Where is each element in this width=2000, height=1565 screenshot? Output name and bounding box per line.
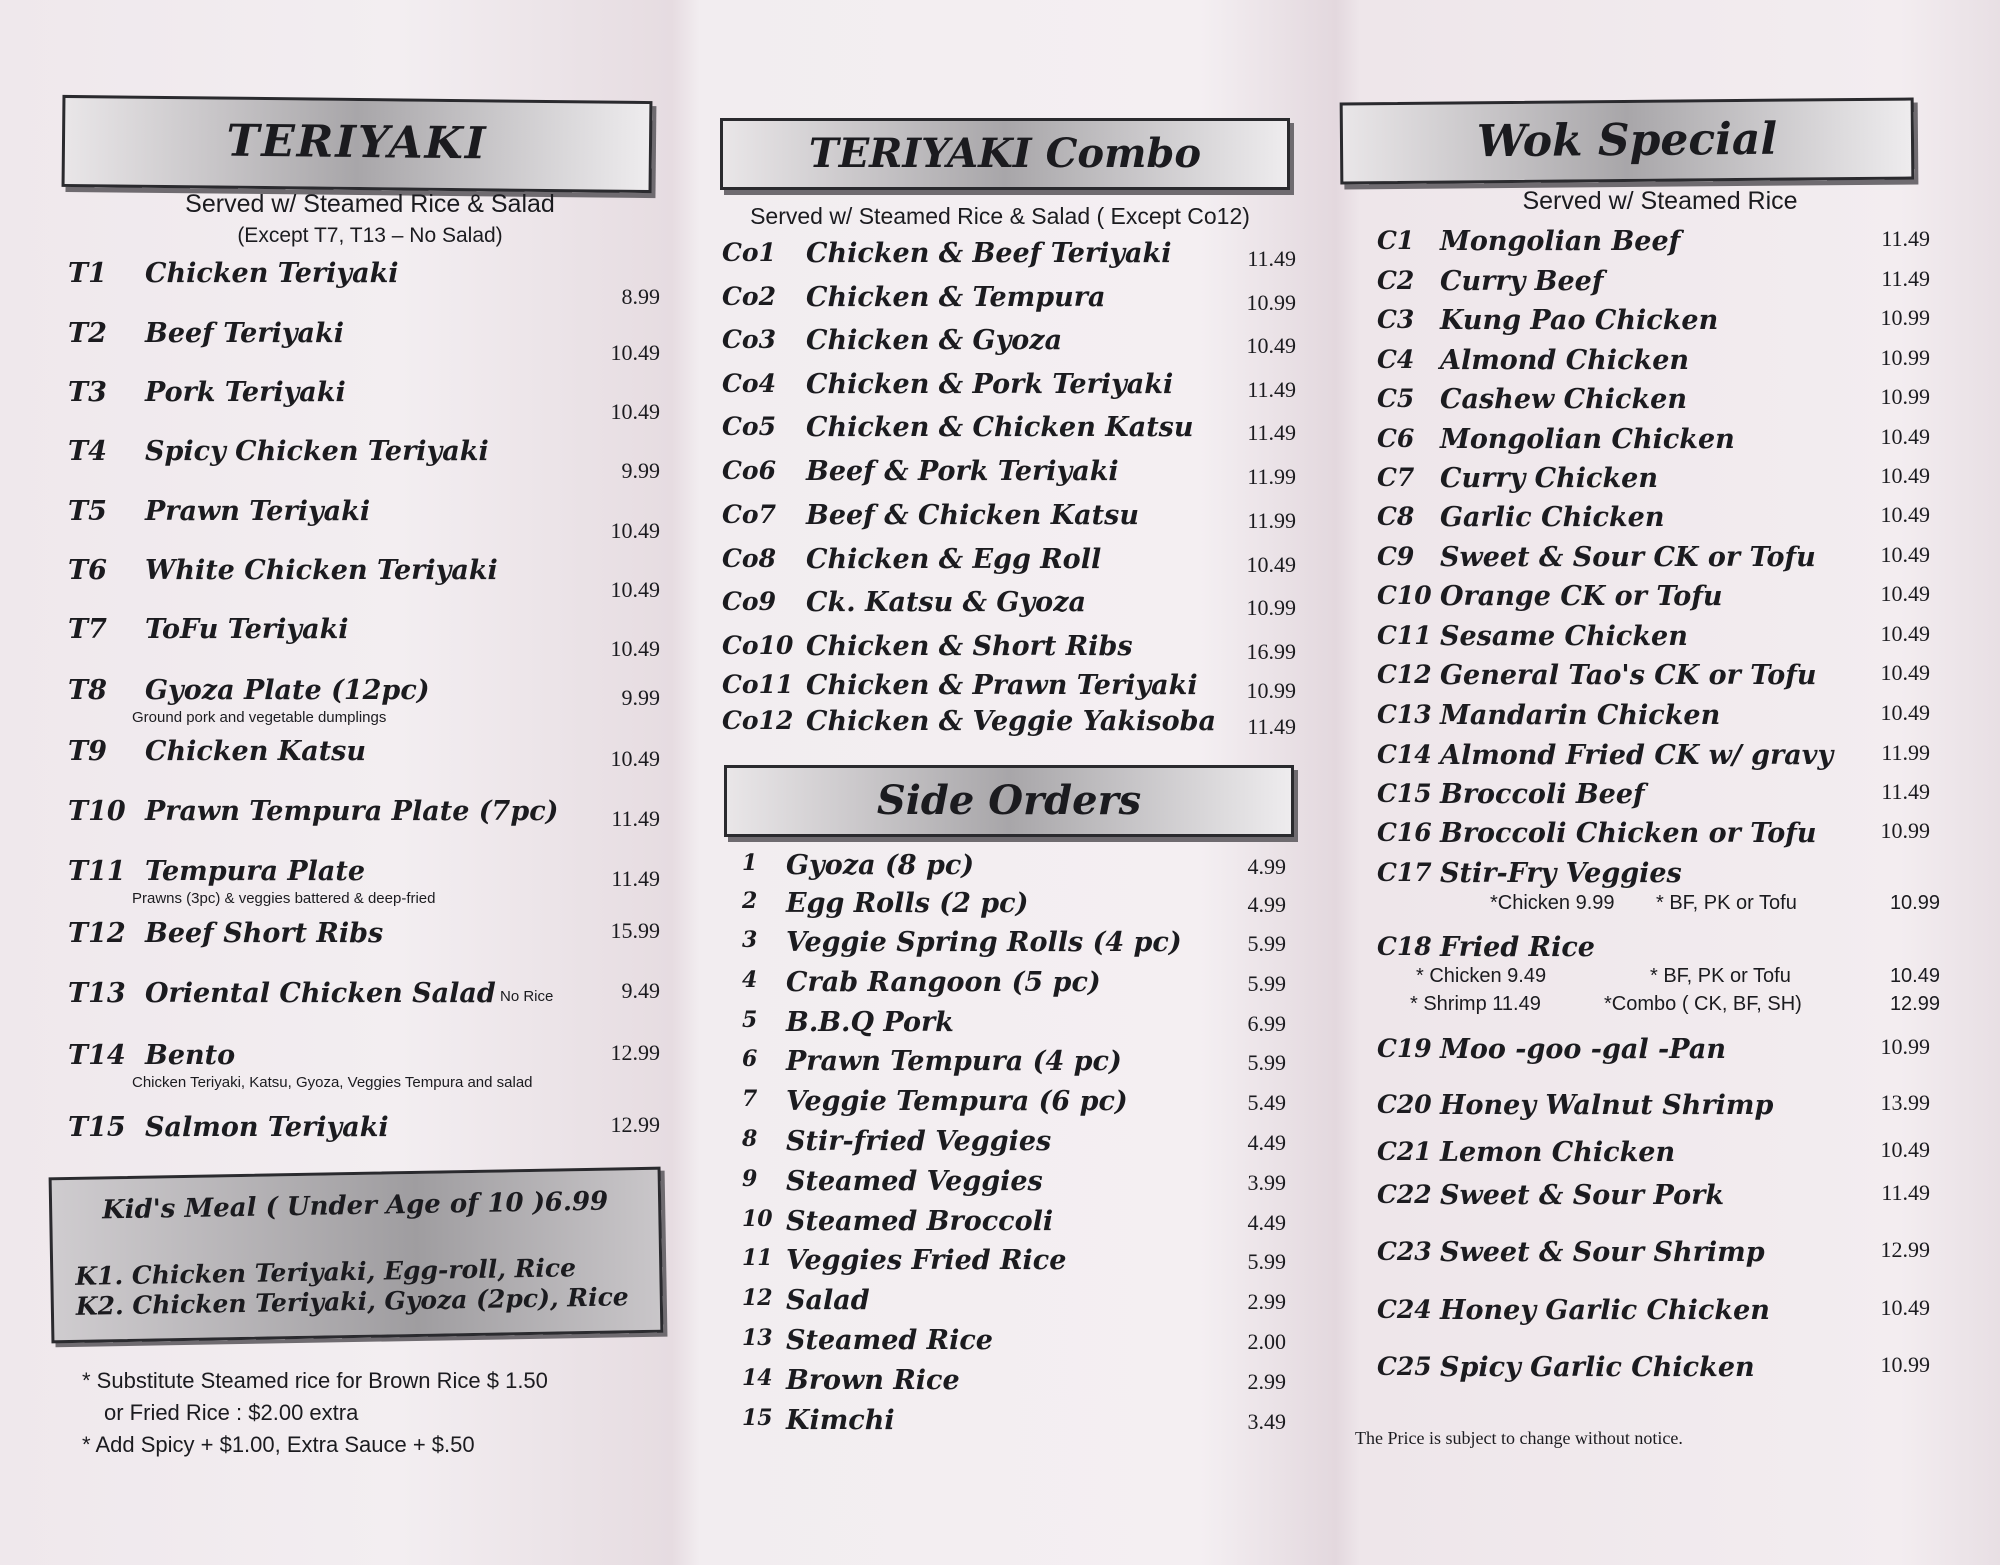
- sides-item: [720, 888, 1286, 922]
- item-name: Kimchi: [786, 1405, 895, 1436]
- sides-item: [720, 1046, 1286, 1080]
- item-price: 10.49: [1880, 542, 1930, 567]
- wok-item: [1355, 542, 1930, 576]
- item-name: White Chicken Teriyaki: [145, 555, 498, 586]
- item-code: C5: [1377, 384, 1415, 413]
- teriyaki-subtitle: Served w/ Steamed Rice & Salad: [185, 190, 555, 218]
- item-code: T14: [68, 1040, 126, 1071]
- item-code: C6: [1377, 424, 1415, 453]
- item-code: Co9: [722, 587, 776, 616]
- wok-item: [1355, 1034, 1930, 1068]
- item-price: 10.99: [1880, 818, 1930, 843]
- kids-meal-price: 6.99: [544, 1186, 609, 1218]
- sides-item: [720, 1126, 1286, 1160]
- item-price: 10.49: [610, 340, 660, 365]
- item-code: C16: [1377, 818, 1432, 847]
- kids-meal-box: [49, 1167, 664, 1344]
- item-name: Chicken & Egg Roll: [806, 544, 1102, 575]
- item-code: C8: [1377, 502, 1415, 531]
- item-price: 9.99: [621, 458, 660, 483]
- wok-item: [1355, 621, 1930, 655]
- item-price: 10.99: [1880, 1034, 1930, 1059]
- item-code: C24: [1377, 1295, 1432, 1324]
- item-price: 10.99: [1880, 1352, 1930, 1377]
- footnote-spicy: * Add Spicy + $1.00, Extra Sauce + $.50: [82, 1432, 475, 1457]
- wok-item: [1355, 740, 1930, 774]
- item-price: 9.99: [621, 685, 660, 710]
- sides-item: [720, 1285, 1286, 1319]
- item-code: T11: [68, 856, 126, 887]
- item-name: Beef & Pork Teriyaki: [806, 456, 1119, 487]
- item-name: Ck. Katsu & Gyoza: [806, 587, 1087, 618]
- item-price: 11.49: [1881, 226, 1930, 251]
- item-name: Veggie Spring Rolls (4 pc): [786, 927, 1182, 958]
- item-name: Kung Pao Chicken: [1440, 305, 1719, 336]
- teriyaki-title: TERIYAKI: [226, 115, 488, 170]
- teriyaki-item: [50, 978, 660, 1012]
- item-price: 10.49: [1880, 1137, 1930, 1162]
- item-name: Egg Rolls (2 pc): [786, 888, 1029, 919]
- sides-item: [720, 1086, 1286, 1120]
- wok-item: [1355, 463, 1930, 497]
- item-code: T10: [68, 796, 126, 827]
- footnote-fried-rice: or Fried Rice : $2.00 extra: [104, 1400, 359, 1425]
- item-price: 5.99: [1247, 971, 1286, 996]
- wok-item: [1355, 581, 1930, 615]
- item-code: C15: [1377, 779, 1432, 808]
- item-name: Chicken & Prawn Teriyaki: [806, 670, 1198, 701]
- item-code: Co4: [722, 369, 776, 398]
- item-code: T12: [68, 918, 126, 949]
- item-price: 10.99: [1880, 384, 1930, 409]
- item-code: Co6: [722, 456, 776, 485]
- c18-chicken-option: * Chicken 9.49: [1416, 965, 1547, 987]
- kids-meal-k2: K2. Chicken Teriyaki, Gyoza (2pc), Rice: [75, 1282, 629, 1321]
- item-name: Sweet & Sour Shrimp: [1440, 1237, 1765, 1268]
- teriyaki-item: [50, 1040, 660, 1091]
- item-price: 10.99: [1880, 305, 1930, 330]
- item-name: Fried Rice: [1440, 932, 1595, 963]
- item-name: Spicy Garlic Chicken: [1440, 1352, 1755, 1383]
- item-code: 8: [742, 1126, 758, 1152]
- combo-column: [700, 0, 1310, 1565]
- item-price: 10.49: [610, 577, 660, 602]
- item-price: 4.49: [1247, 1210, 1286, 1235]
- wok-item: [1355, 1137, 1930, 1171]
- item-name: Sweet & Sour Pork: [1440, 1180, 1725, 1211]
- teriyaki-item: [50, 736, 660, 770]
- item-code: T1: [68, 258, 107, 289]
- item-name: Salad: [786, 1285, 870, 1316]
- item-name: Mandarin Chicken: [1440, 700, 1721, 731]
- item-name: Prawn Tempura (4 pc): [786, 1046, 1122, 1077]
- item-price: 3.99: [1247, 1170, 1286, 1195]
- item-code: T4: [68, 436, 107, 467]
- item-code: T3: [68, 377, 107, 408]
- item-description: Prawns (3pc) & veggies battered & deep-fried: [132, 890, 436, 907]
- item-name: Chicken Teriyaki: [145, 258, 399, 289]
- item-description: Chicken Teriyaki, Katsu, Gyoza, Veggies Tempura and salad: [132, 1074, 533, 1091]
- wok-item: [1355, 1237, 1930, 1271]
- c18-combo-option: *Combo ( CK, BF, SH): [1604, 993, 1802, 1015]
- item-price: 11.99: [1247, 508, 1296, 533]
- teriyaki-column: [40, 0, 680, 1565]
- item-name: Steamed Veggies: [786, 1166, 1043, 1197]
- item-price: 4.99: [1247, 892, 1286, 917]
- item-name: Broccoli Chicken or Tofu: [1440, 818, 1817, 849]
- item-code: Co8: [722, 544, 776, 573]
- item-name: Prawn Tempura Plate (7pc): [145, 796, 559, 827]
- item-code: Co7: [722, 500, 776, 529]
- item-price: 10.49: [610, 518, 660, 543]
- item-code: C14: [1377, 740, 1432, 769]
- item-price: 11.49: [1247, 714, 1296, 739]
- item-price: 10.49: [1880, 502, 1930, 527]
- item-name: Beef Teriyaki: [145, 318, 344, 349]
- item-code: T9: [68, 736, 107, 767]
- wok-item: [1355, 266, 1930, 300]
- item-code: C1: [1377, 226, 1415, 255]
- item-price: 2.00: [1247, 1329, 1286, 1354]
- sides-item: [720, 1325, 1286, 1359]
- sides-title: Side Orders: [876, 777, 1142, 824]
- item-price: 10.99: [1246, 595, 1296, 620]
- teriyaki-item: [50, 675, 660, 726]
- sides-item: [720, 1405, 1286, 1439]
- item-code: 6: [742, 1046, 758, 1072]
- item-name: Gyoza Plate (12pc): [145, 675, 430, 706]
- item-code: C2: [1377, 266, 1415, 295]
- wok-item: [1355, 305, 1930, 339]
- item-name: ToFu Teriyaki: [145, 614, 349, 645]
- wok-title: Wok Special: [1476, 113, 1778, 168]
- item-code: 5: [742, 1007, 758, 1033]
- teriyaki-item: [50, 1112, 660, 1146]
- item-price: 11.49: [1881, 266, 1930, 291]
- item-name: Veggie Tempura (6 pc): [786, 1086, 1128, 1117]
- item-price: 10.49: [610, 399, 660, 424]
- wok-item: [1355, 779, 1930, 813]
- item-name: Garlic Chicken: [1440, 502, 1665, 533]
- item-name: Almond Fried CK w/ gravy: [1440, 740, 1834, 771]
- wok-item: [1355, 660, 1930, 694]
- item-name: Bento: [145, 1040, 236, 1071]
- c17-other-price: 10.99: [1889, 892, 1940, 914]
- wok-subtitle: Served w/ Steamed Rice: [1522, 187, 1798, 215]
- item-code: T5: [68, 496, 107, 527]
- item-code: C7: [1377, 463, 1415, 492]
- kids-meal-title: Kid's Meal ( Under Age of 10 ): [101, 1187, 546, 1226]
- wok-item: [1355, 226, 1930, 260]
- sides-item: [720, 967, 1286, 1001]
- sides-item: [720, 1007, 1286, 1041]
- item-name: B.B.Q Pork: [786, 1007, 954, 1038]
- item-name: General Tao's CK or Tofu: [1440, 660, 1817, 691]
- item-name: Prawn Teriyaki: [145, 496, 371, 527]
- item-price: 10.49: [1880, 463, 1930, 488]
- item-code: Co5: [722, 412, 776, 441]
- wok-item: [1355, 1352, 1930, 1386]
- combo-title: TERIYAKI Combo: [808, 130, 1202, 177]
- item-code: C12: [1377, 660, 1432, 689]
- c17-chicken-option: *Chicken 9.99: [1490, 892, 1615, 914]
- item-description: Ground pork and vegetable dumplings: [132, 709, 387, 726]
- item-code: T6: [68, 555, 107, 586]
- item-name: Cashew Chicken: [1440, 384, 1687, 415]
- item-price: 10.49: [610, 636, 660, 661]
- item-price: 4.49: [1247, 1130, 1286, 1155]
- item-price: 10.49: [1880, 660, 1930, 685]
- item-code: 13: [742, 1325, 773, 1351]
- c18-shrimp-option: * Shrimp 11.49: [1410, 993, 1541, 1015]
- item-name: Mongolian Beef: [1440, 226, 1681, 257]
- item-name: Honey Walnut Shrimp: [1440, 1090, 1774, 1121]
- item-code: 14: [742, 1365, 773, 1391]
- item-code: 9: [742, 1166, 758, 1192]
- item-code: C22: [1377, 1180, 1432, 1209]
- price-notice: The Price is subject to change without notice.: [1355, 1428, 1683, 1448]
- item-price: 2.99: [1247, 1369, 1286, 1394]
- wok-item: [1355, 502, 1930, 536]
- item-price: 12.99: [610, 1112, 660, 1137]
- item-code: T2: [68, 318, 107, 349]
- item-name: Chicken & Chicken Katsu: [806, 412, 1194, 443]
- wok-column: [1330, 0, 1970, 1565]
- item-code: C9: [1377, 542, 1415, 571]
- kids-meal-k1: K1. Chicken Teriyaki, Egg-roll, Rice: [75, 1253, 577, 1291]
- item-price: 11.99: [1247, 464, 1296, 489]
- teriyaki-item: [50, 856, 660, 907]
- item-name: Stir-fried Veggies: [786, 1126, 1052, 1157]
- c17-other-option: * BF, PK or Tofu: [1656, 892, 1797, 914]
- item-price: 10.99: [1880, 345, 1930, 370]
- item-price: 11.99: [1881, 740, 1930, 765]
- item-name: Tempura Plate: [145, 856, 366, 887]
- sides-item: [720, 1365, 1286, 1399]
- item-code: C21: [1377, 1137, 1432, 1166]
- item-price: 5.99: [1247, 1050, 1286, 1075]
- item-code: C13: [1377, 700, 1432, 729]
- item-price: 5.49: [1247, 1090, 1286, 1115]
- item-name: Brown Rice: [786, 1365, 960, 1396]
- item-name: Steamed Rice: [786, 1325, 993, 1356]
- item-name: Moo -goo -gal -Pan: [1440, 1034, 1726, 1065]
- item-name: Chicken & Gyoza: [806, 325, 1063, 356]
- item-code: Co3: [722, 325, 776, 354]
- item-name: Curry Chicken: [1440, 463, 1658, 494]
- teriyaki-item: [50, 555, 660, 602]
- wok-item: [1355, 818, 1930, 852]
- item-price: 11.49: [1247, 420, 1296, 445]
- c18-other-price: 10.49: [1889, 965, 1940, 987]
- item-name: Chicken & Beef Teriyaki: [806, 238, 1172, 269]
- item-name: Chicken & Pork Teriyaki: [806, 369, 1174, 400]
- item-name: Beef & Chicken Katsu: [806, 500, 1139, 531]
- item-name: Chicken Katsu: [145, 736, 366, 767]
- sides-item: [720, 1245, 1286, 1279]
- item-code: C19: [1377, 1034, 1432, 1063]
- item-code: C11: [1377, 621, 1432, 650]
- item-name: Spicy Chicken Teriyaki: [145, 436, 489, 467]
- teriyaki-item: [50, 796, 660, 830]
- item-name: Chicken & Veggie Yakisoba: [806, 706, 1216, 737]
- c18-combo-price: 12.99: [1889, 993, 1940, 1015]
- teriyaki-item: [50, 318, 660, 365]
- item-code: C4: [1377, 345, 1415, 374]
- item-code: 12: [742, 1285, 773, 1311]
- item-code: 10: [742, 1206, 773, 1232]
- item-price: 10.49: [1246, 333, 1296, 358]
- wok-item: [1355, 858, 1930, 892]
- item-name: Sesame Chicken: [1440, 621, 1688, 652]
- item-name: Salmon Teriyaki: [145, 1112, 389, 1143]
- item-price: 10.49: [1880, 621, 1930, 646]
- c18-other-option: * BF, PK or Tofu: [1650, 965, 1791, 987]
- teriyaki-item: [50, 436, 660, 483]
- item-price: 10.49: [1880, 424, 1930, 449]
- item-code: C17: [1377, 858, 1432, 887]
- item-price: 10.49: [1880, 1295, 1930, 1320]
- item-name: Oriental Chicken Salad: [145, 978, 496, 1009]
- item-code: Co1: [722, 238, 776, 267]
- item-name: Orange CK or Tofu: [1440, 581, 1723, 612]
- item-code: C3: [1377, 305, 1415, 334]
- item-price: 11.49: [611, 866, 660, 891]
- item-name: Sweet & Sour CK or Tofu: [1440, 542, 1816, 573]
- wok-item: [1355, 1180, 1930, 1214]
- item-code: 11: [742, 1245, 773, 1271]
- item-code: 7: [742, 1086, 758, 1112]
- sides-item: [720, 927, 1286, 961]
- item-name: Honey Garlic Chicken: [1440, 1295, 1770, 1326]
- wok-item: [1355, 384, 1930, 418]
- sides-list: [720, 0, 1286, 1565]
- item-price: 5.99: [1247, 931, 1286, 956]
- item-name: Pork Teriyaki: [145, 377, 346, 408]
- item-price: 10.99: [1246, 678, 1296, 703]
- item-name: Chicken & Short Ribs: [806, 631, 1133, 662]
- item-price: 13.99: [1880, 1090, 1930, 1115]
- item-price: 10.99: [1246, 290, 1296, 315]
- item-price: 3.49: [1247, 1409, 1286, 1434]
- item-price: 10.49: [1880, 700, 1930, 725]
- item-price: 4.99: [1247, 854, 1286, 879]
- item-price: 11.49: [1247, 246, 1296, 271]
- item-price: 5.99: [1247, 1249, 1286, 1274]
- wok-item: [1355, 345, 1930, 379]
- item-code: Co2: [722, 282, 776, 311]
- item-code: T8: [68, 675, 107, 706]
- teriyaki-subnote: (Except T7, T13 – No Salad): [237, 224, 503, 247]
- item-price: 11.49: [1881, 1180, 1930, 1205]
- teriyaki-item: [50, 614, 660, 661]
- item-name: Crab Rangoon (5 pc): [786, 967, 1101, 998]
- item-price: 6.99: [1247, 1011, 1286, 1036]
- item-code: T15: [68, 1112, 126, 1143]
- wok-item: [1355, 1295, 1930, 1329]
- sides-item: [720, 1166, 1286, 1200]
- item-code: 4: [742, 967, 758, 993]
- item-name: Curry Beef: [1440, 266, 1604, 297]
- item-code: C23: [1377, 1237, 1432, 1266]
- item-code: C20: [1377, 1090, 1432, 1119]
- item-name: Stir-Fry Veggies: [1440, 858, 1682, 889]
- wok-item: [1355, 1090, 1930, 1124]
- wok-item: [1355, 932, 1930, 966]
- wok-item: [1355, 424, 1930, 458]
- item-price: 11.49: [611, 806, 660, 831]
- item-price: 10.49: [1246, 552, 1296, 577]
- teriyaki-item: [50, 496, 660, 543]
- footnote-substitute: * Substitute Steamed rice for Brown Rice $ 1.50: [82, 1368, 548, 1393]
- item-name: Veggies Fried Rice: [786, 1245, 1067, 1276]
- item-price: 8.99: [621, 284, 660, 309]
- sides-item: [720, 850, 1286, 884]
- item-name: Beef Short Ribs: [145, 918, 384, 949]
- item-price: 10.49: [1880, 581, 1930, 606]
- item-code: 15: [742, 1405, 773, 1431]
- item-code: C10: [1377, 581, 1432, 610]
- item-name: Steamed Broccoli: [786, 1206, 1054, 1237]
- item-inline-note: No Rice: [500, 988, 554, 1005]
- wok-list: [1355, 0, 1930, 1565]
- sides-item: [720, 1206, 1286, 1240]
- item-code: 1: [742, 850, 758, 876]
- wok-item: [1355, 700, 1930, 734]
- item-name: Broccoli Beef: [1440, 779, 1645, 810]
- item-code: T7: [68, 614, 107, 645]
- item-code: 3: [742, 927, 758, 953]
- item-code: Co10: [722, 631, 794, 660]
- item-code: C18: [1377, 932, 1432, 961]
- item-code: T13: [68, 978, 126, 1009]
- item-price: 15.99: [610, 918, 660, 943]
- combo-subtitle: Served w/ Steamed Rice & Salad ( Except Co12): [750, 203, 1250, 229]
- item-price: 12.99: [610, 1040, 660, 1065]
- item-price: 16.99: [1246, 639, 1296, 664]
- item-name: Gyoza (8 pc): [786, 850, 975, 881]
- item-code: C25: [1377, 1352, 1432, 1381]
- item-name: Lemon Chicken: [1440, 1137, 1676, 1168]
- item-name: Chicken & Tempura: [806, 282, 1106, 313]
- teriyaki-item: [50, 258, 660, 309]
- item-code: 2: [742, 888, 758, 914]
- teriyaki-item: [50, 377, 660, 424]
- item-price: 12.99: [1880, 1237, 1930, 1262]
- item-name: Mongolian Chicken: [1440, 424, 1735, 455]
- item-price: 11.49: [1247, 377, 1296, 402]
- item-price: 11.49: [1881, 779, 1930, 804]
- teriyaki-item: [50, 918, 660, 952]
- item-price: 2.99: [1247, 1289, 1286, 1314]
- item-code: Co12: [722, 706, 794, 735]
- item-name: Almond Chicken: [1440, 345, 1690, 376]
- item-price: 10.49: [610, 746, 660, 771]
- item-code: Co11: [722, 670, 794, 699]
- item-price: 9.49: [621, 978, 660, 1003]
